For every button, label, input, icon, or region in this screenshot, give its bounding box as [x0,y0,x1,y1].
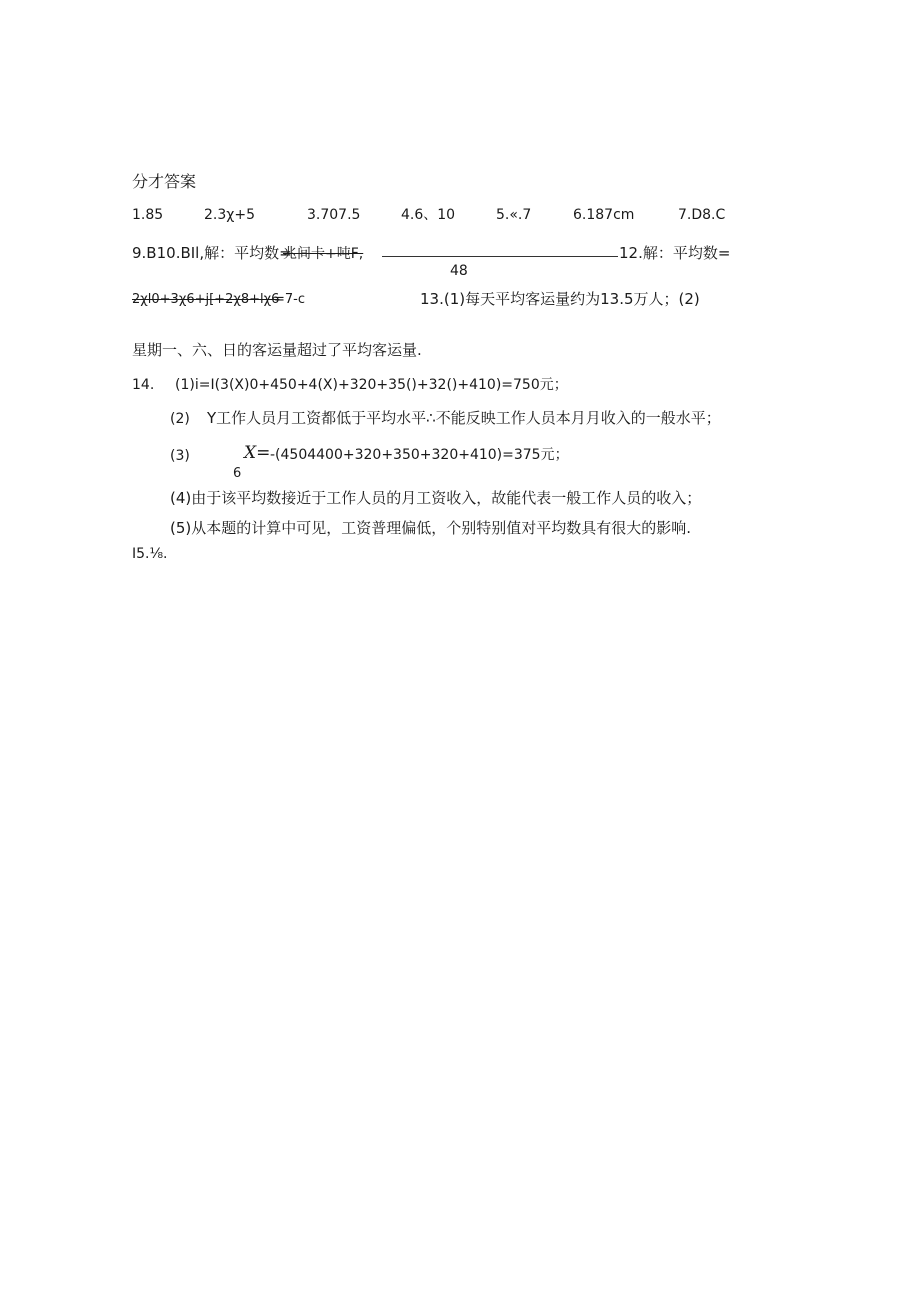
fraction-bar-11 [382,256,618,257]
q14-part5: (5)从本题的计算中可见，工资普理偏低，个别特别值对平均数具有很大的影响. [170,519,692,537]
q14-number: 14. [132,377,155,393]
struck-formula-11: 兆间卡+吨F, [283,246,364,262]
answer-13-cont: 星期一、六、日的客运量超过了平均客运量. [132,341,422,359]
q14-part2: Y工作人员月工资都低于平均水平∴不能反映工作人员本月月收入的一般水平； [207,409,721,427]
q14-part3-variable: X= [244,443,271,463]
result-12: =7-c [274,292,306,307]
answer-4: 4.6、10 [401,207,456,223]
answer-6: 6.187cm [573,207,635,223]
answer-9-11: 9.B10.BIl,解：平均数= [132,244,292,262]
answer-5: 5.«.7 [496,207,532,223]
answer-7-8: 7.D8.C [678,207,726,223]
answer-1: 1.85 [132,207,164,223]
q14-part1: (1)i=I(3(X)0+450+4(X)+320+35()+32()+410)=750元； [175,377,568,393]
q14-part3-number: (3) [170,448,190,464]
answer-3: 3.707.5 [307,207,361,223]
q14-part4: (4)由于该平均数接近于工作人员的月工资收入，故能代表一般工作人员的收入； [170,489,702,507]
struck-formula-12: 2χl0+3χ6+j[+2χ8+lχ6 [132,292,280,307]
answer-12: 12.解：平均数= [619,244,731,262]
q14-part2-number: (2) [170,411,190,427]
answer-2: 2.3χ+5 [204,207,255,223]
fraction-denominator-11: 48 [450,263,468,279]
answer-13: 13.(1)每天平均客运量约为13.5万人；(2) [420,290,700,308]
q14-part3: -(4504400+320+350+320+410)=375元； [270,447,569,463]
answer-15: I5.⅛. [132,546,168,562]
section-heading: 分才答案 [132,172,197,191]
q14-part3-denominator: 6 [233,466,242,481]
